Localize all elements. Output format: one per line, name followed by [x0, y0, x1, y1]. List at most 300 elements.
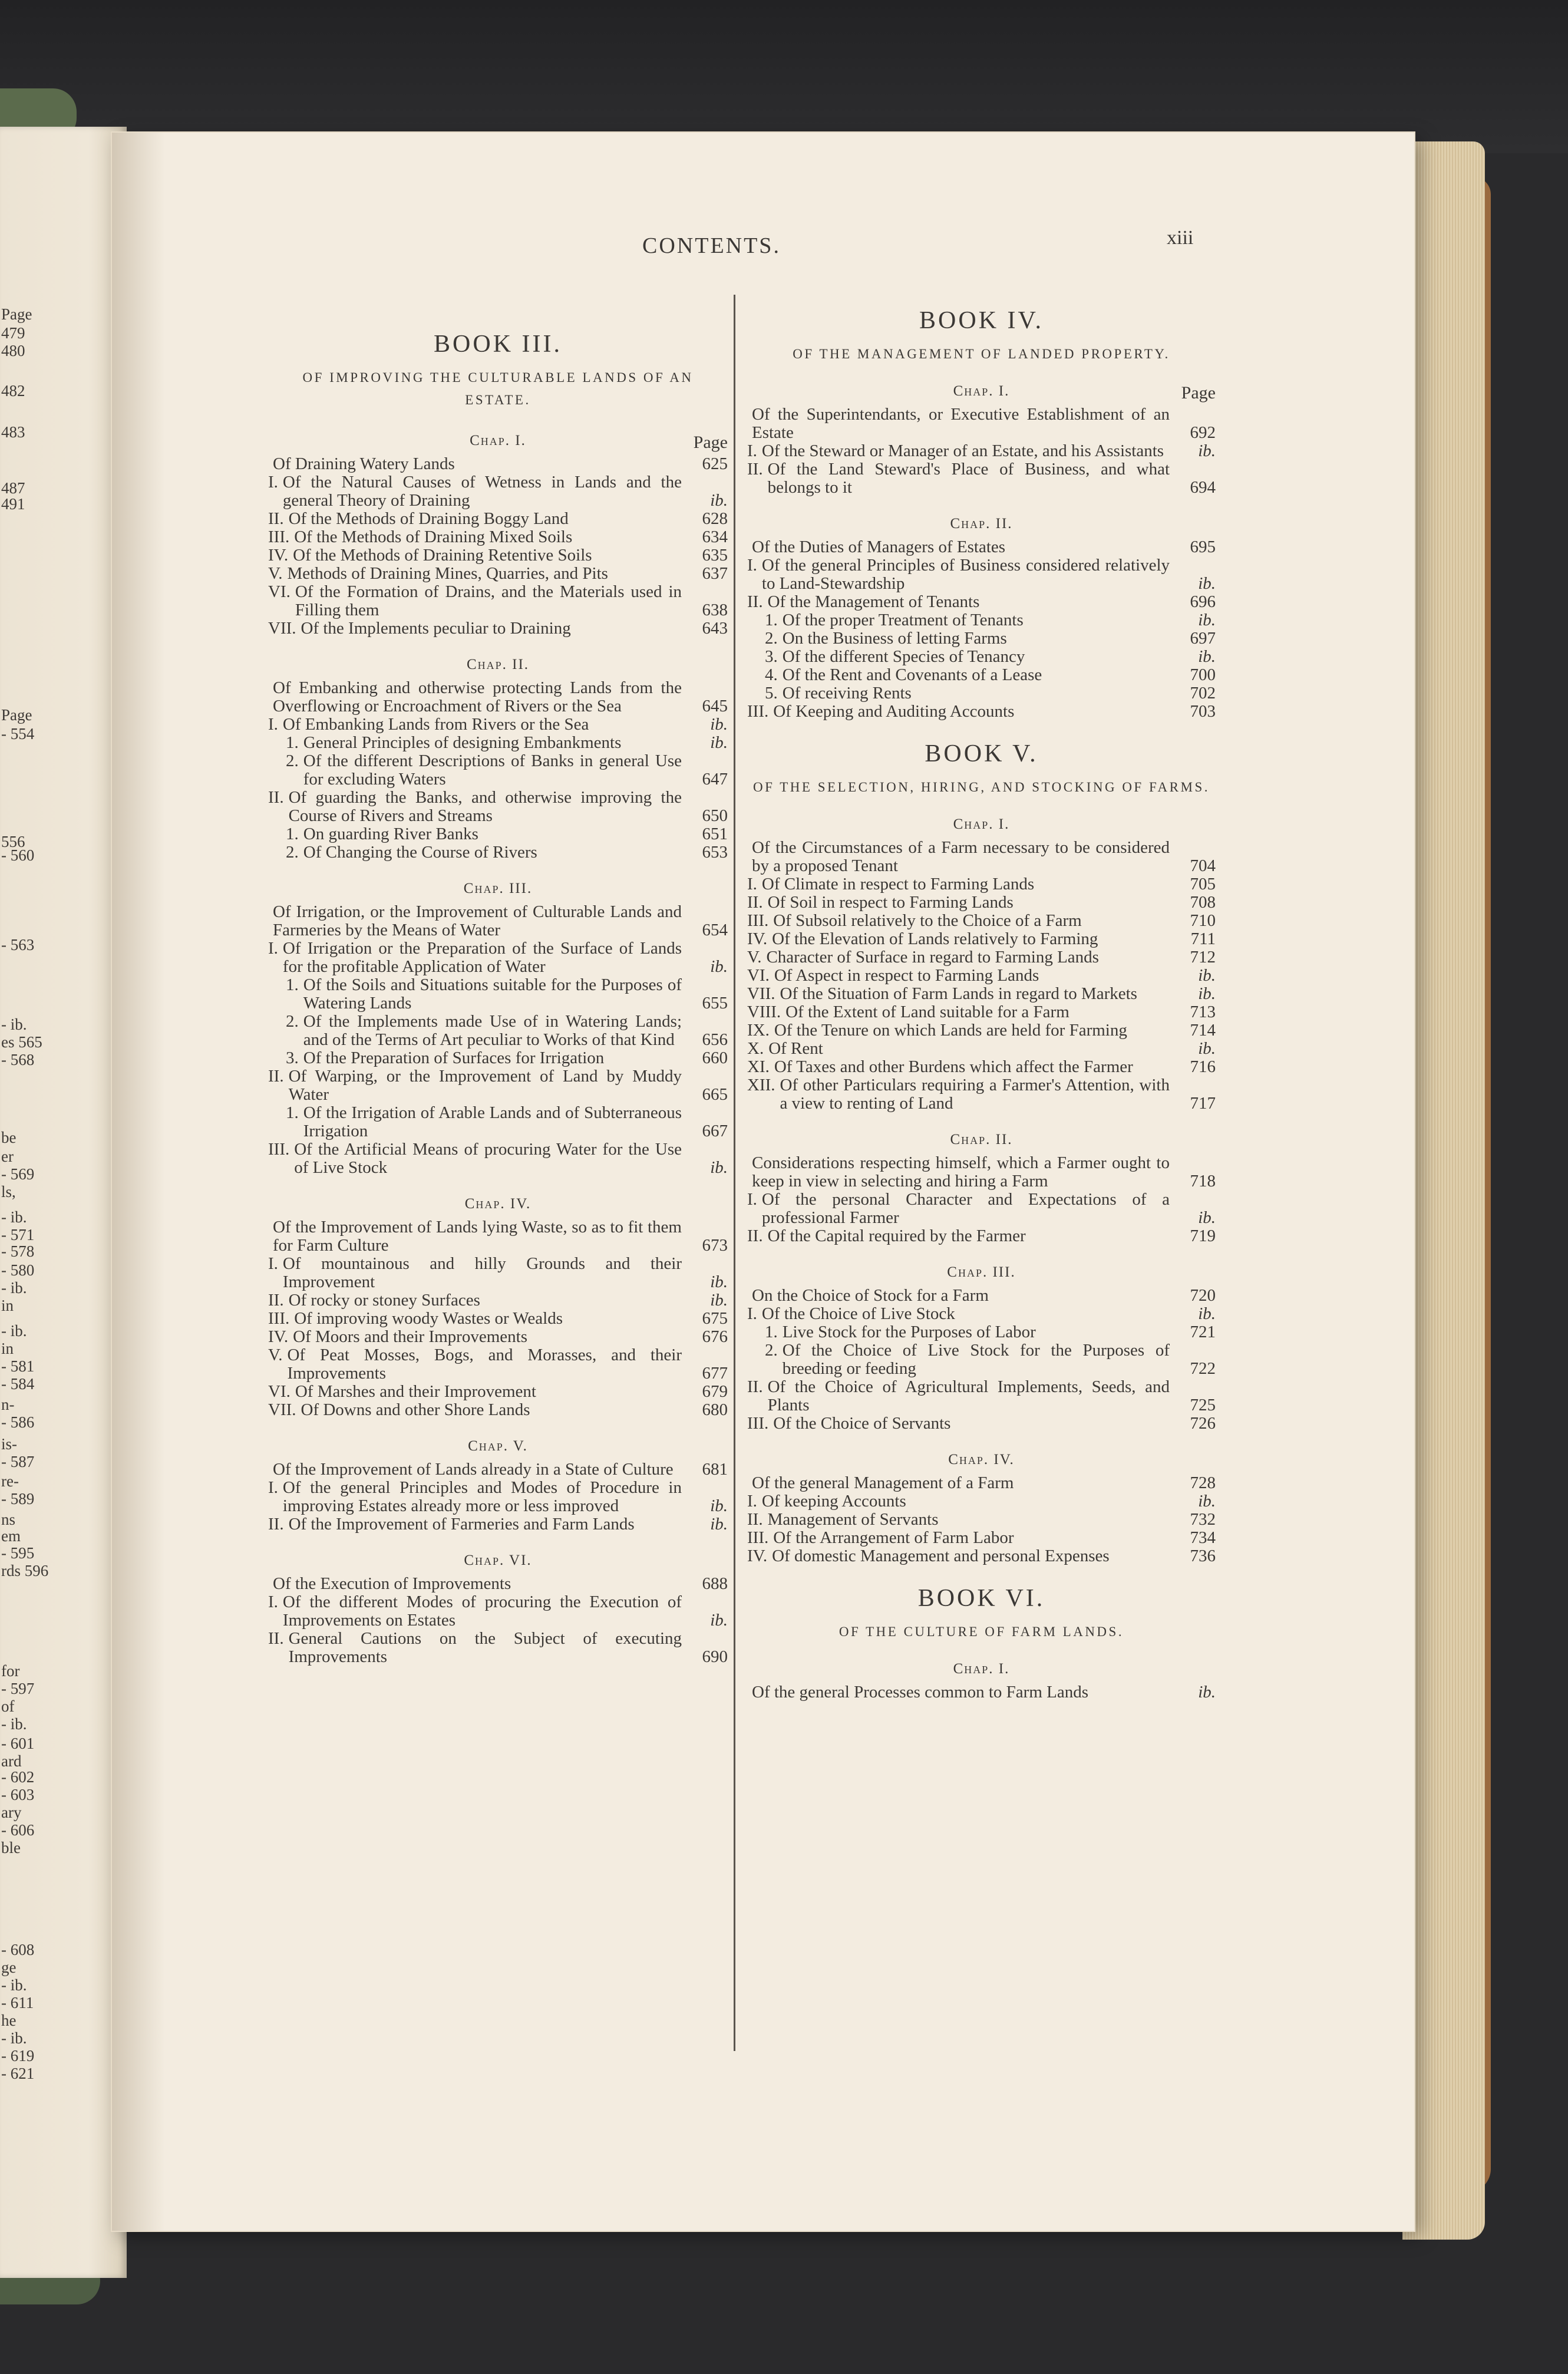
- entry-title: Of the personal Character and Expectations of a professional Farmer: [761, 1190, 1170, 1227]
- entry-number: V.: [268, 564, 283, 583]
- contents-entry: [747, 556, 1216, 593]
- entry-title: General Principles of designing Embankments: [303, 733, 622, 752]
- entry-title: Of the Rent and Covenants of a Lease: [782, 665, 1042, 684]
- entry-number: [268, 1218, 273, 1255]
- entry-page-number: 697: [1190, 629, 1216, 648]
- contents-entry: [747, 405, 1216, 442]
- entry-title: Of Peat Mosses, Bogs, and Morasses, and their Improvements: [287, 1346, 682, 1383]
- chapter-heading-text: Chap. VI.: [464, 1552, 532, 1568]
- chapter-heading: [747, 1264, 1216, 1281]
- book-block: [747, 1584, 1216, 1702]
- contents-entry: [268, 976, 728, 1013]
- contents-entry: [268, 1310, 728, 1328]
- contents-entry: [747, 1058, 1216, 1076]
- entry-page-number: 673: [702, 1236, 728, 1255]
- chapter-section: [268, 1196, 728, 1419]
- entry-page-number: ib.: [710, 491, 728, 510]
- entry-number: III.: [268, 1140, 290, 1159]
- entry-number: I.: [747, 1304, 757, 1323]
- entry-number: VIII.: [747, 1003, 781, 1021]
- entry-title: Of the Soils and Situations suitable for the Purposes of Watering Lands: [303, 975, 682, 1013]
- entry-page-number: ib.: [1198, 984, 1216, 1003]
- entry-title: Of the Choice of Live Stock for the Purposes of breeding or feeding: [782, 1341, 1170, 1378]
- entry-title: Of the general Management of a Farm: [752, 1473, 1014, 1492]
- contents-entry: [268, 1515, 728, 1534]
- entry-title: Of the Choice of Servants: [773, 1414, 951, 1433]
- entry-page-number: 718: [1190, 1172, 1216, 1191]
- entry-title: Management of Servants: [767, 1510, 939, 1529]
- entry-title: Of Draining Watery Lands: [273, 454, 455, 473]
- entry-title: Of the Choice of Agricultural Implements, Seeds, and Plants: [767, 1377, 1170, 1414]
- chapter-list: [747, 383, 1216, 721]
- chapter-list: [747, 1661, 1216, 1702]
- background: [0, 0, 1568, 153]
- entry-page-number: 643: [702, 619, 728, 638]
- chapter-section: [268, 1552, 728, 1666]
- entry-page-number: ib.: [710, 957, 728, 976]
- entry-number: XI.: [747, 1057, 770, 1076]
- entry-title: Of the Capital required by the Farmer: [767, 1226, 1026, 1245]
- left-page-text-fragment: - 587: [1, 1453, 35, 1470]
- entry-number: 2.: [765, 629, 778, 648]
- chapter-heading-text: Chap. II.: [466, 657, 530, 672]
- entry-page-number: 650: [702, 806, 728, 825]
- left-page-text-fragment: - 563: [1, 936, 35, 954]
- entry-page-number: ib.: [710, 1515, 728, 1534]
- left-page-text-fragment: Page: [1, 706, 32, 724]
- contents-entry: [747, 948, 1216, 967]
- book-subtitle: OF THE CULTURE OF FARM LANDS.: [839, 1624, 1124, 1639]
- entry-title: On the Business of letting Farms: [782, 629, 1007, 648]
- left-page-text-fragment: Page: [1, 305, 32, 323]
- entry-number: VI.: [268, 582, 291, 601]
- entry-page-number: 721: [1190, 1323, 1216, 1341]
- contents-entry: [268, 939, 728, 976]
- contents-entry: [747, 930, 1216, 948]
- entry-number: I.: [747, 875, 757, 893]
- entry-title: Of Warping, or the Improvement of Land by Muddy Water: [288, 1067, 682, 1104]
- running-head: CONTENTS.: [642, 233, 781, 258]
- entry-page-number: ib.: [1198, 966, 1216, 985]
- page-number: xiii: [1167, 227, 1194, 249]
- entry-title: Of the Management of Tenants: [767, 592, 980, 611]
- entry-title: Of the Artificial Means of procuring Water for the Use of Live Stock: [294, 1140, 682, 1177]
- chapter-section: [268, 1438, 728, 1534]
- left-page-text-fragment: 487: [1, 479, 25, 497]
- entry-page-number: 696: [1190, 592, 1216, 611]
- chapter-heading-text: Chap. I.: [953, 383, 1010, 399]
- entry-page-number: 645: [702, 697, 728, 716]
- contents-entry: [747, 611, 1216, 629]
- entry-number: VI.: [747, 966, 770, 985]
- contents-entry: [268, 903, 728, 939]
- left-page-text-fragment: re-: [1, 1472, 19, 1490]
- entry-number: I.: [268, 939, 278, 958]
- entry-number: [747, 1154, 752, 1191]
- left-page-text-fragment: - 580: [1, 1261, 35, 1279]
- entry-number: V.: [747, 948, 762, 967]
- entry-number: VII.: [268, 1400, 296, 1419]
- entry-page-number: 655: [702, 994, 728, 1013]
- entry-page-number: 704: [1190, 856, 1216, 875]
- entry-title: Of the different Species of Tenancy: [782, 647, 1025, 666]
- entry-title: Of the Extent of Land suitable for a Farm: [785, 1003, 1069, 1021]
- entry-number: 4.: [765, 665, 778, 684]
- entry-title: Of the Duties of Managers of Estates: [752, 538, 1006, 556]
- left-page-text-fragment: is-: [1, 1435, 17, 1453]
- entry-title: Of the Elevation of Lands relatively to Farming: [772, 929, 1098, 948]
- entry-number: I.: [268, 1478, 278, 1497]
- entry-page-number: 726: [1190, 1414, 1216, 1433]
- contents-entry: [747, 1227, 1216, 1245]
- contents-entry: [747, 967, 1216, 985]
- entry-number: II.: [747, 893, 763, 912]
- chapter-section: [747, 516, 1216, 721]
- left-page-text-fragment: - 606: [1, 1821, 35, 1839]
- entry-page-number: 712: [1190, 948, 1216, 967]
- entry-number: II.: [268, 1629, 284, 1648]
- chapter-heading: [747, 516, 1216, 532]
- chapter-heading-text: Chap. III.: [463, 881, 533, 896]
- entry-title: Of the Choice of Live Stock: [761, 1304, 955, 1323]
- contents-entry: [268, 1140, 728, 1177]
- entry-page-number: 692: [1190, 423, 1216, 442]
- entry-title: Of the Improvement of Farmeries and Farm Lands: [288, 1515, 635, 1534]
- contents-entry: [747, 666, 1216, 684]
- entry-number: 1.: [286, 975, 299, 994]
- entry-number: III.: [268, 1309, 290, 1328]
- entry-number: III.: [747, 1528, 769, 1547]
- entry-page-number: ib.: [710, 1272, 728, 1291]
- entry-number: [268, 903, 273, 939]
- left-page-text-fragment: - 581: [1, 1357, 35, 1375]
- entry-page-number: ib.: [1198, 647, 1216, 666]
- entry-number: [268, 1460, 273, 1479]
- left-page-text-fragment: - ib.: [1, 1976, 27, 1994]
- entry-page-number: ib.: [1198, 1208, 1216, 1227]
- contents-right-column: [747, 306, 1216, 1720]
- entry-title: Of the Implements peculiar to Draining: [301, 619, 571, 638]
- left-page-text-fragment: - 602: [1, 1768, 35, 1786]
- entry-page-number: 728: [1190, 1473, 1216, 1492]
- chapter-section: [747, 816, 1216, 1113]
- entry-page-number: ib.: [1198, 574, 1216, 593]
- entry-page-number: 679: [702, 1382, 728, 1401]
- chapter-heading: [747, 1661, 1216, 1677]
- entry-number: [747, 839, 752, 875]
- left-page-text-fragment: for: [1, 1662, 20, 1680]
- entry-page-number: 681: [702, 1460, 728, 1479]
- entry-title: Of the Implements made Use of in Watering Lands; and of the Terms of Art peculiar to Works of that Kind: [303, 1012, 682, 1049]
- entry-page-number: 676: [702, 1327, 728, 1346]
- chapter-heading-text: Chap. II.: [950, 516, 1013, 532]
- entry-title: Of rocky or stoney Surfaces: [288, 1291, 480, 1310]
- left-page-text-fragment: 491: [1, 495, 25, 513]
- entry-page-number: ib.: [710, 733, 728, 752]
- chapter-heading: [268, 657, 728, 673]
- entry-number: II.: [747, 1510, 763, 1529]
- left-page-text-fragment: es 565: [1, 1033, 42, 1051]
- contents-entry: [268, 679, 728, 716]
- contents-entry: [747, 1191, 1216, 1227]
- left-page-text-fragment: - 603: [1, 1786, 35, 1803]
- entry-number: IX.: [747, 1021, 770, 1040]
- entry-page-number: ib.: [710, 1291, 728, 1310]
- contents-entry: [747, 1378, 1216, 1414]
- entry-number: 3.: [286, 1048, 299, 1067]
- entry-number: I.: [747, 556, 757, 575]
- entry-title: Of Changing the Course of Rivers: [303, 843, 537, 862]
- entry-title: Of Irrigation, or the Improvement of Culturable Lands and Farmeries by the Means of Water: [273, 902, 682, 939]
- entry-number: V.: [268, 1346, 283, 1364]
- entry-number: IV.: [268, 1327, 289, 1346]
- entry-page-number: 660: [702, 1048, 728, 1067]
- entry-number: I.: [747, 1492, 757, 1511]
- entry-title: Of the Preparation of Surfaces for Irrigation: [303, 1048, 605, 1067]
- entry-page-number: 690: [702, 1647, 728, 1666]
- left-page-text-fragment: 556: [1, 833, 25, 850]
- entry-title: Of Soil in respect to Farming Lands: [767, 893, 1014, 912]
- entry-title: Methods of Draining Mines, Quarries, and Pits: [287, 564, 608, 583]
- entry-page-number: 720: [1190, 1286, 1216, 1305]
- book-subtitle: OF THE MANAGEMENT OF LANDED PROPERTY.: [793, 347, 1170, 361]
- entry-page-number: 722: [1190, 1359, 1216, 1378]
- contents-entry: [268, 565, 728, 583]
- chapter-section: [747, 383, 1216, 497]
- entry-title: Of the Natural Causes of Wetness in Lands and the general Theory of Draining: [282, 473, 682, 510]
- contents-entry: [747, 1003, 1216, 1021]
- chapter-heading: [268, 881, 728, 897]
- entry-title: On guarding River Banks: [303, 825, 478, 843]
- left-page-text-fragment: ge: [1, 1958, 16, 1976]
- entry-title: Of Moors and their Improvements: [293, 1327, 527, 1346]
- chapter-heading: [268, 1438, 728, 1455]
- entry-page-number: 703: [1190, 702, 1216, 721]
- entry-title: Of the Execution of Improvements: [273, 1574, 511, 1593]
- chapter-section: [747, 1452, 1216, 1565]
- contents-entry: [747, 1474, 1216, 1492]
- chapter-heading: [268, 433, 728, 452]
- entry-title: Of Subsoil relatively to the Choice of a Farm: [773, 911, 1082, 930]
- entry-title: Of Aspect in respect to Farming Lands: [774, 966, 1039, 985]
- entry-title: Of the general Principles of Business considered relatively to Land-Stewardship: [761, 556, 1170, 593]
- entry-title: Of keeping Accounts: [761, 1492, 906, 1511]
- entry-page-number: 680: [702, 1400, 728, 1419]
- contents-entry: [747, 1511, 1216, 1529]
- entry-number: [747, 1287, 752, 1305]
- chapter-heading: [747, 1132, 1216, 1148]
- contents-entry: [747, 1683, 1216, 1702]
- entry-page-number: 625: [702, 454, 728, 473]
- left-page-text-fragment: - 611: [1, 1994, 34, 2012]
- entry-page-number: ib.: [1198, 441, 1216, 460]
- left-page-text-fragment: 479: [1, 324, 25, 342]
- entry-page-number: 732: [1190, 1510, 1216, 1529]
- entry-number: 2.: [286, 751, 299, 770]
- contents-left-column: [268, 330, 728, 1685]
- contents-entry: [747, 1154, 1216, 1191]
- entry-title: Of Taxes and other Burdens which affect the Farmer: [774, 1057, 1133, 1076]
- entry-page-number: 711: [1190, 929, 1216, 948]
- entry-title: Of the different Descriptions of Banks in general Use for excluding Waters: [303, 751, 682, 789]
- chapter-heading-text: Chap. IV.: [948, 1452, 1015, 1468]
- contents-entry: [747, 460, 1216, 497]
- left-page-text-fragment: - 601: [1, 1735, 35, 1752]
- book-title: BOOK III.: [434, 331, 562, 358]
- contents-entry: [268, 1049, 728, 1067]
- entry-page-number: 667: [702, 1122, 728, 1140]
- entry-page-number: 654: [702, 921, 728, 939]
- entry-number: [268, 1575, 273, 1593]
- contents-entry: [268, 716, 728, 734]
- contents-entry: [268, 473, 728, 510]
- contents-entry: [268, 510, 728, 528]
- entry-title: Of the general Processes common to Farm Lands: [752, 1683, 1088, 1702]
- entry-title: Of Rent: [768, 1039, 823, 1058]
- contents-entry: [747, 1040, 1216, 1058]
- chapter-section: [747, 1264, 1216, 1433]
- entry-number: 2.: [286, 843, 299, 862]
- entry-title: Of the Land Steward's Place of Business, and what belongs to it: [767, 460, 1170, 497]
- contents-entry: [747, 1021, 1216, 1040]
- entry-page-number: 635: [702, 546, 728, 565]
- entry-number: IV.: [747, 929, 768, 948]
- contents-entry: [747, 985, 1216, 1003]
- entry-title: Considerations respecting himself, which a Farmer ought to keep in view in selecting and hiring a Farm: [752, 1153, 1170, 1191]
- entry-number: 2.: [286, 1012, 299, 1031]
- entry-page-number: 656: [702, 1030, 728, 1049]
- contents-entry: [268, 1013, 728, 1049]
- contents-entry: [268, 1067, 728, 1104]
- entry-number: XII.: [747, 1076, 775, 1094]
- entry-title: Of Embanking and otherwise protecting Lands from the Overflowing or Encroachment of Rivers or the Sea: [273, 678, 682, 716]
- entry-title: Of the Methods of Draining Boggy Land: [288, 509, 569, 528]
- chapter-heading: [747, 383, 1216, 403]
- contents-entry: [268, 1401, 728, 1419]
- page-column-label: Page: [1181, 383, 1216, 403]
- left-page-text-fragment: in: [1, 1340, 14, 1357]
- entry-title: Of the general Principles and Modes of Procedure in improving Estates already more or less improved: [282, 1478, 682, 1515]
- left-page-text-fragment: - 595: [1, 1544, 35, 1562]
- entry-title: Of the proper Treatment of Tenants: [782, 611, 1024, 629]
- entry-title: Of Downs and other Shore Lands: [301, 1400, 530, 1419]
- chapter-heading-text: Chap. V.: [468, 1438, 528, 1454]
- entry-title: Of the Methods of Draining Retentive Soils: [293, 546, 592, 565]
- contents-entry: [747, 1529, 1216, 1547]
- entry-title: Of the Irrigation of Arable Lands and of Subterraneous Irrigation: [303, 1103, 682, 1140]
- entry-title: Of the Methods of Draining Mixed Soils: [294, 527, 573, 546]
- contents-entry: [747, 893, 1216, 912]
- entry-number: 3.: [765, 647, 778, 666]
- entry-number: VI.: [268, 1382, 291, 1401]
- chapter-heading: [268, 1196, 728, 1212]
- entry-number: [747, 405, 752, 442]
- entry-number: II.: [268, 788, 284, 807]
- entry-title: Live Stock for the Purposes of Labor: [782, 1323, 1036, 1341]
- left-page-text-fragment: - 597: [1, 1680, 35, 1697]
- entry-number: I.: [268, 1592, 278, 1611]
- left-page-text-fragment: - ib.: [1, 1015, 27, 1033]
- entry-number: IV.: [747, 1547, 768, 1565]
- entry-title: Character of Surface in regard to Farming Lands: [766, 948, 1099, 967]
- chapter-section: [268, 657, 728, 862]
- contents-entry: [747, 1076, 1216, 1113]
- left-page-text-fragment: - ib.: [1, 1715, 27, 1733]
- left-page-text-fragment: 483: [1, 423, 25, 441]
- left-page-text-fragment: ary: [1, 1803, 22, 1821]
- contents-entry: [268, 546, 728, 565]
- entry-number: 2.: [765, 1341, 778, 1360]
- entry-page-number: 675: [702, 1309, 728, 1328]
- entry-title: Of Climate in respect to Farming Lands: [761, 875, 1035, 893]
- entry-title: Of the Circumstances of a Farm necessary to be considered by a proposed Tenant: [752, 838, 1170, 875]
- contents-entry: [268, 1479, 728, 1515]
- entry-number: 1.: [765, 611, 778, 629]
- entry-title: General Cautions on the Subject of executing Improvements: [288, 1629, 682, 1666]
- left-page-text-fragment: be: [1, 1129, 16, 1146]
- contents-entry: [268, 1104, 728, 1140]
- contents-entry: [268, 1328, 728, 1346]
- entry-number: I.: [747, 1190, 757, 1209]
- entry-number: I.: [268, 715, 278, 734]
- chapter-section: [268, 881, 728, 1177]
- contents-entry: [747, 1287, 1216, 1305]
- contents-entry: [268, 752, 728, 789]
- chapter-heading: [268, 1552, 728, 1569]
- chapter-section: [747, 1132, 1216, 1245]
- entry-page-number: 725: [1190, 1396, 1216, 1414]
- left-page-text-fragment: - ib.: [1, 1322, 27, 1340]
- entry-number: I.: [268, 1254, 278, 1273]
- entry-page-number: 677: [702, 1364, 728, 1383]
- entry-number: II.: [268, 1291, 284, 1310]
- left-page-text-fragment: - 554: [1, 725, 35, 743]
- contents-entry: [268, 789, 728, 825]
- entry-page-number: 717: [1190, 1094, 1216, 1113]
- entry-title: Of the Arrangement of Farm Labor: [773, 1528, 1014, 1547]
- entry-number: II.: [268, 1067, 284, 1086]
- entry-page-number: ib.: [1198, 1492, 1216, 1511]
- entry-number: I.: [268, 473, 278, 492]
- entry-title: Of the Situation of Farm Lands in regard to Markets: [780, 984, 1137, 1003]
- entry-number: 1.: [286, 825, 299, 843]
- contents-entry: [747, 1323, 1216, 1341]
- contents-entry: [268, 843, 728, 862]
- entry-page-number: 736: [1190, 1547, 1216, 1565]
- entry-number: III.: [268, 527, 290, 546]
- entry-title: On the Choice of Stock for a Farm: [752, 1286, 989, 1305]
- left-page-text-fragment: ble: [1, 1839, 21, 1857]
- contents-entry: [268, 1593, 728, 1630]
- entry-page-number: 638: [702, 601, 728, 619]
- contents-entry: [747, 1341, 1216, 1378]
- entry-number: VII.: [747, 984, 775, 1003]
- left-page-text-fragment: - 571: [1, 1226, 35, 1244]
- entry-page-number: 734: [1190, 1528, 1216, 1547]
- chapter-list: [747, 816, 1216, 1565]
- entry-page-number: ib.: [1198, 1039, 1216, 1058]
- left-page-text-fragment: rds 596: [1, 1562, 49, 1580]
- entry-page-number: 665: [702, 1085, 728, 1104]
- entry-title: Of other Particulars requiring a Farmer's Attention, with a view to renting of Land: [780, 1076, 1170, 1113]
- contents-entry: [747, 875, 1216, 893]
- contents-entry: [268, 455, 728, 473]
- entry-page-number: 628: [702, 509, 728, 528]
- entry-page-number: 713: [1190, 1003, 1216, 1021]
- left-page-text-fragment: - 578: [1, 1242, 35, 1260]
- left-page-text-fragment: ard: [1, 1752, 22, 1770]
- gutter-shadow: [112, 133, 165, 2231]
